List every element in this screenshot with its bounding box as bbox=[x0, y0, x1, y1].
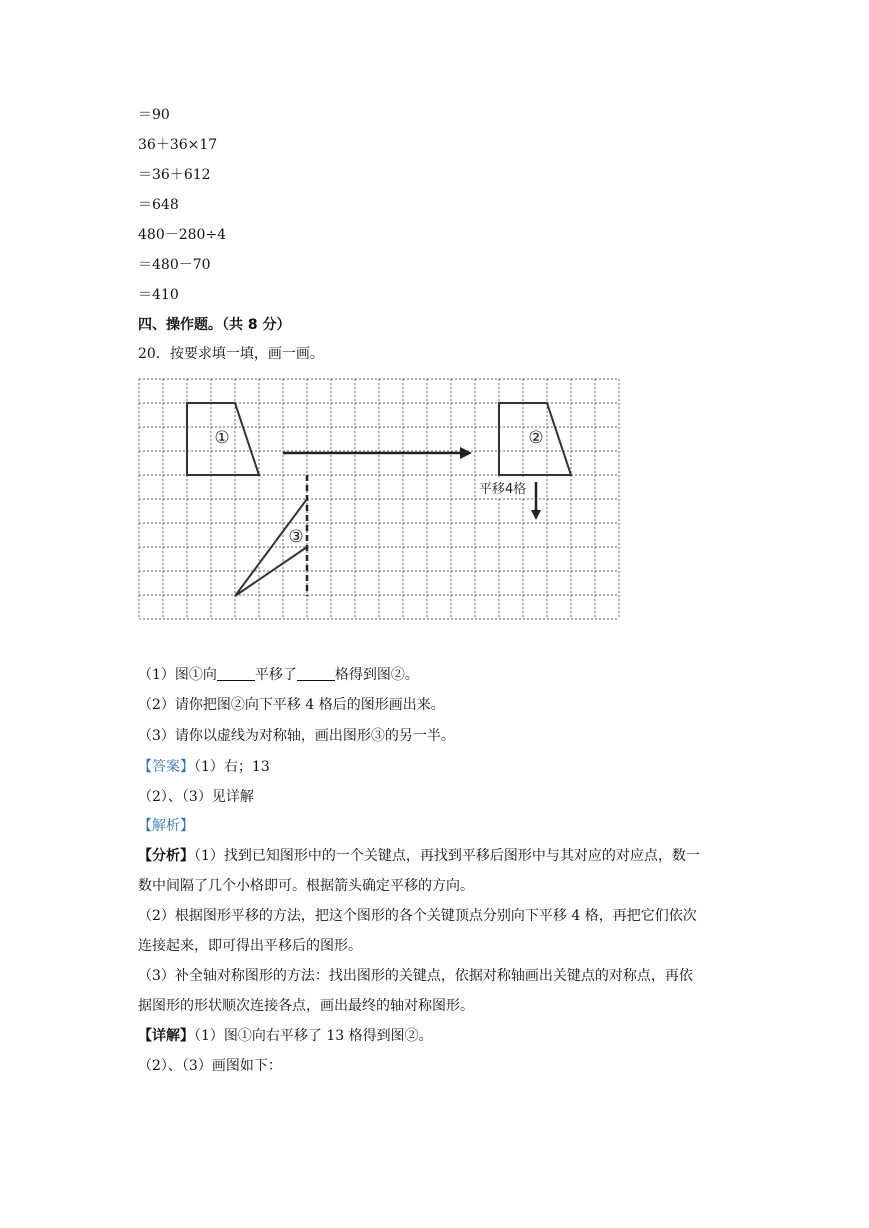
analysis-line bbox=[138, 847, 700, 865]
answer-line bbox=[138, 758, 270, 776]
sub-question-2: （2）请你把图②向下平移 4 格后的图形画出来。 bbox=[138, 697, 445, 713]
analysis-tag: 【解析】 bbox=[138, 818, 194, 834]
translate-arrow-head bbox=[460, 447, 472, 459]
xiangjie-tag: 【详解】 bbox=[138, 1028, 194, 1044]
sub-question-1 bbox=[138, 666, 419, 684]
arrow-text: 平移4格 bbox=[479, 482, 527, 497]
grid-lines bbox=[139, 379, 619, 619]
calc-line: ＝480－70 bbox=[138, 257, 211, 273]
analysis-text: 数中间隔了几个小格即可。根据箭头确定平移的方向。 bbox=[138, 878, 474, 894]
shape-3-label: ③ bbox=[288, 527, 304, 547]
sub-question-1-part-a: （1）图①向 bbox=[138, 667, 217, 683]
question-title: 20．按要求填一填，画一画。 bbox=[138, 346, 324, 362]
sub-question-3: （3）请你以虚线为对称轴，画出图形③的另一半。 bbox=[138, 728, 455, 744]
sub-question-1-part-c: 格得到图②。 bbox=[334, 667, 419, 683]
calc-line: 36＋36×17 bbox=[138, 137, 218, 153]
calc-line: 480－280÷4 bbox=[138, 227, 227, 243]
sub-question-1-part-b: 平移了 bbox=[254, 667, 297, 683]
analysis-text: 连接起来，即可得出平移后的图形。 bbox=[138, 938, 362, 954]
analysis-text: （2）根据图形平移的方法，把这个图形的各个关键顶点分别向下平移 4 格，再把它们依次 bbox=[138, 908, 697, 924]
shape-2-label: ② bbox=[528, 428, 544, 448]
analysis-text: 据图形的形状顺次连接各点，画出最终的轴对称图形。 bbox=[138, 998, 474, 1014]
answer-blank-count bbox=[297, 666, 335, 681]
answer-tag: 【答案】 bbox=[138, 759, 194, 775]
detail-text: （2）、（3）画图如下： bbox=[138, 1058, 282, 1074]
answer-text-2: （2）、（3）见详解 bbox=[138, 789, 254, 805]
calc-line: ＝36＋612 bbox=[138, 167, 211, 183]
detail-text: （1）图①向右平移了 13 格得到图②。 bbox=[194, 1028, 433, 1044]
grid-figure bbox=[138, 376, 622, 620]
section-heading: 四、操作题。（共 8 分） bbox=[138, 317, 291, 333]
detail-line bbox=[138, 1027, 433, 1045]
answer-blank-direction bbox=[217, 666, 255, 681]
fenxi-tag: 【分析】 bbox=[138, 848, 194, 864]
analysis-text: （3）补全轴对称图形的方法：找出图形的关键点，依据对称轴画出关键点的对称点，再依 bbox=[138, 968, 693, 984]
answer-text-1: （1）右；13 bbox=[194, 759, 270, 775]
shape-1-label: ① bbox=[214, 428, 230, 448]
calc-line: ＝648 bbox=[138, 197, 179, 213]
calc-line: ＝90 bbox=[138, 107, 170, 123]
down-arrow-head bbox=[531, 510, 541, 520]
calc-line: ＝410 bbox=[138, 287, 179, 303]
analysis-text: （1）找到已知图形中的一个关键点，再找到平移后图形中与其对应的对应点，数一 bbox=[194, 848, 700, 864]
